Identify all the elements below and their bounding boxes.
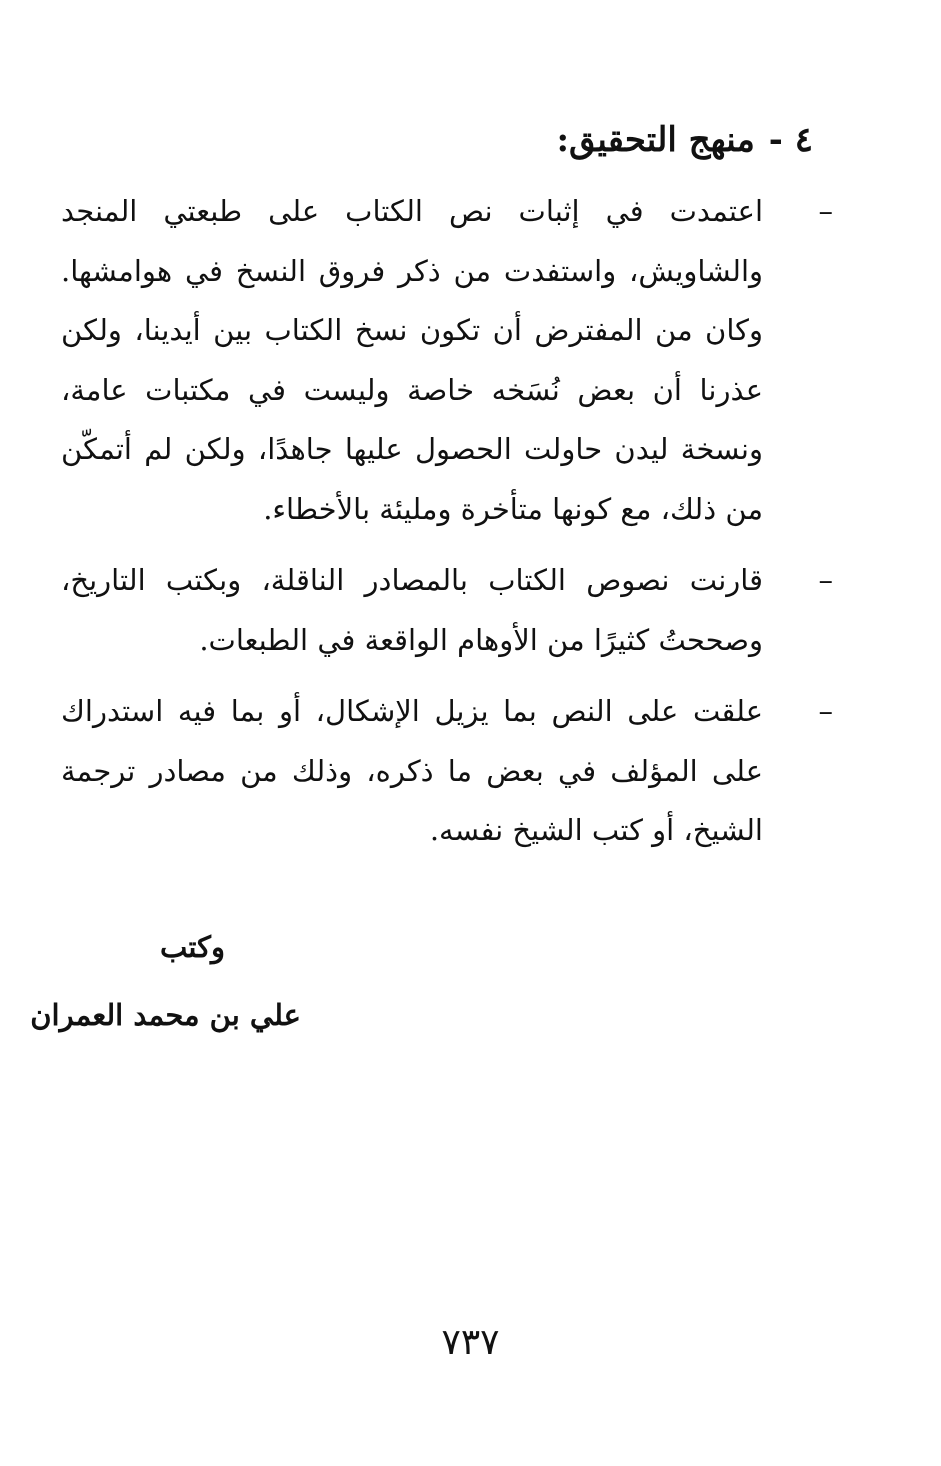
author-name: علي بن محمد العمران (30, 998, 301, 1032)
section-title: منهج التحقيق: (556, 120, 755, 160)
list-item (61, 682, 833, 861)
signoff-text: وكتب (159, 930, 225, 964)
list-item-text: علقت على النص بما يزيل الإشكال، أو بما فيه استدراك على المؤلف في بعض ما ذكره، وذلك من مصادر ترجمة الشيخ، أو كتب الشيخ نفسه. (61, 694, 763, 847)
list-dash: – (818, 563, 833, 597)
list-dash: – (818, 194, 833, 228)
list-item-text: قارنت نصوص الكتاب بالمصادر الناقلة، وبكتب التاريخ، وصححتُ كثيرًا من الأوهام الواقعة في الطبعات. (61, 563, 763, 657)
page-number: ٧٣٧ (441, 1322, 500, 1363)
section-heading (113, 112, 813, 168)
methodology-list (61, 182, 833, 873)
list-dash: – (818, 694, 833, 728)
list-item (61, 182, 833, 539)
list-item-text: اعتمدت في إثبات نص الكتاب على طبعتي المنجد والشاويش، واستفدت من ذكر فروق النسخ في هوامشها. وكان من المفترض أن تكون نسخ الكتاب بين أيدينا، ولكن عذرنا أن بعض نُسَخه خاصة وليست في مكتبات عامة، ونسخة ليدن حاولت الحصول عليها جاهدًا، ولكن لم أتمكّن من ذلك، مع كونها متأخرة ومليئة بالأخطاء. (61, 194, 763, 526)
list-item (61, 551, 833, 670)
section-number: ٤ - (768, 120, 813, 160)
